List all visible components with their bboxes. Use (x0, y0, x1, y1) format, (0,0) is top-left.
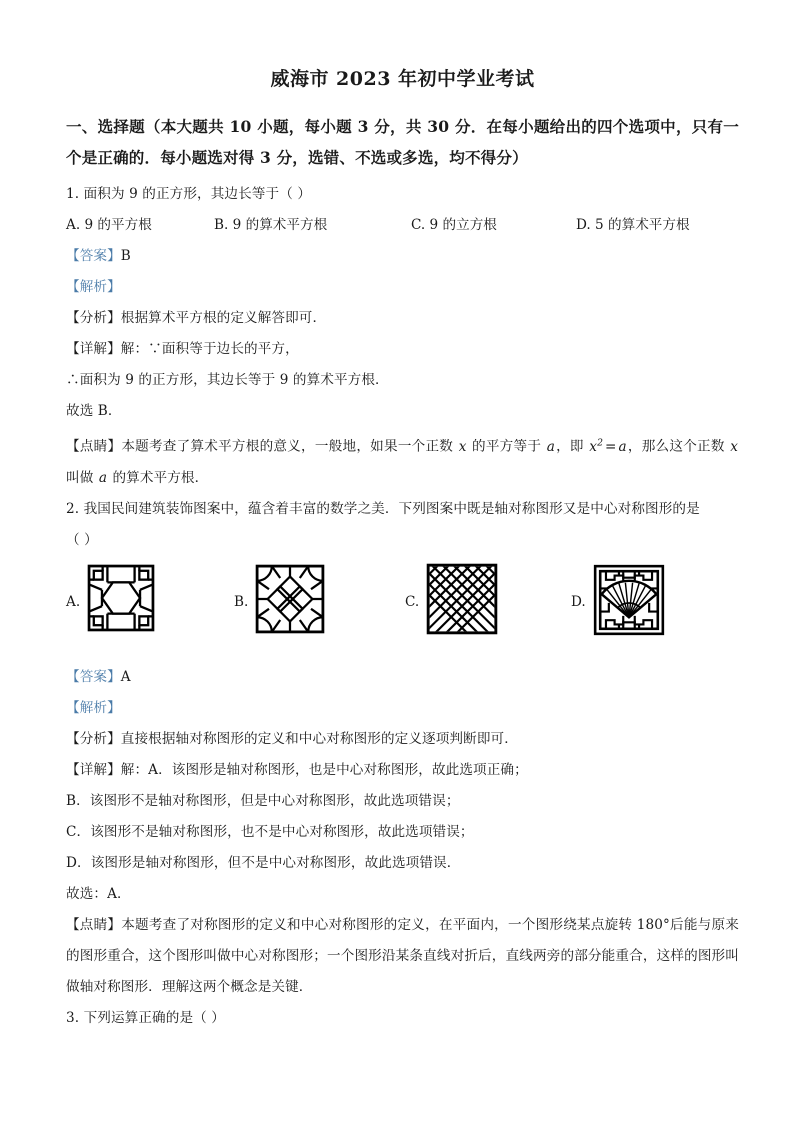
q1-option-b[interactable]: B. 9 的算术平方根 (214, 217, 328, 233)
q2-detail-conclusion: 故选：A． (66, 885, 131, 902)
analysis-header-label-2: 【解析】 (66, 699, 121, 716)
q1-stem: 1. 面积为 9 的正方形，其边长等于（ ） (66, 186, 312, 202)
q2-figure-a[interactable] (66, 562, 163, 642)
q2-figure-row (66, 562, 739, 658)
q1-answer-row (66, 241, 739, 272)
pattern-hexagon-in-square-lattice-icon (87, 562, 163, 642)
q1-detail-line1: 解：∵面积等于边长的平方， (120, 341, 299, 357)
math-formula-exponent: 2 (597, 437, 604, 448)
q1-highlight-part6: 的算术平方根． (108, 469, 209, 486)
q2-figure-c[interactable] (405, 562, 502, 642)
q2-detail-b: B．该图形不是轴对称图形，但是中心对称图形，故此选项错误； (66, 792, 460, 809)
q1-detail-line2: ∴面积为 9 的正方形，其边长等于 9 的算术平方根． (66, 372, 389, 388)
q2-figure-b-letter: B. (234, 593, 249, 610)
q2-highlight-row (66, 910, 739, 1003)
q2-answer-value: A (120, 668, 131, 685)
math-var-x: x (458, 438, 467, 455)
analysis-label: 【分析】 (66, 310, 121, 326)
math-formula-base: x (589, 438, 598, 455)
math-formula-equals: = (605, 438, 617, 455)
page-title: 威海市 2023 年初中学业考试 (270, 68, 535, 90)
q1-highlight-part1: 本题考查了算术平方根的意义，一般地，如果一个正数 (121, 438, 458, 455)
q2-stem: 2. 我国民间建筑装饰图案中，蕴含着丰富的数学之美．下列图案中既是轴对称图形又是中心对称图形的是 (66, 500, 700, 517)
q2-figure-d-letter: D. (571, 593, 586, 610)
q2-detail-d: D．该图形是轴对称图形，但不是中心对称图形，故此选项错误． (66, 854, 461, 871)
detail-label-2: 【详解】 (66, 761, 121, 778)
q2-detail-a: 解：A．该图形是轴对称图形，也是中心对称图形，故此选项正确； (120, 761, 528, 778)
pattern-interlocking-pinwheel-squares-icon (255, 562, 331, 642)
q2-highlight-text: 本题考查了对称图形的定义和中心对称图形的定义，在平面内，一个图形绕某点旋转 180°后能与原来的图形重合，这个图形叫做中心对称图形；一个图形沿某条直线对折后，直线两旁的部分能重合，这样的图形叫做轴对称图形．理解这两个概念是关键． (66, 916, 739, 995)
math-var-a: a (546, 438, 555, 455)
q2-figure-b[interactable] (234, 562, 331, 642)
q1-analysis-text: 根据算术平方根的定义解答即可． (120, 310, 327, 326)
q1-analysis-header (66, 272, 739, 303)
q2-stem-line2: （ ） (66, 531, 98, 548)
q2-analysis-row (66, 724, 739, 755)
q1-detail-row (66, 334, 739, 365)
math-formula-x-squared (588, 439, 604, 455)
detail-label: 【详解】 (66, 341, 121, 357)
q3-stem: 3. 下列运算正确的是（ ） (66, 1009, 225, 1026)
pattern-fan-over-greek-key-border-icon (593, 562, 669, 642)
q1-option-d[interactable]: D. 5 的算术平方根 (576, 217, 690, 233)
math-var-x-2: x (730, 438, 739, 455)
pattern-diagonal-basket-weave-icon (426, 562, 502, 642)
q1-highlight-row (66, 427, 739, 494)
q1-detail-line3: 故选 B． (66, 403, 122, 419)
q2-analysis-text: 直接根据轴对称图形的定义和中心对称图形的定义逐项判断即可． (120, 730, 518, 747)
q1-option-c[interactable]: C. 9 的立方根 (411, 217, 497, 233)
q1-answer-value: B (120, 248, 131, 264)
math-formula-a: a (618, 438, 627, 455)
section-heading: 一、选择题（本大题共 10 小题，每小题 3 分，共 30 分．在每小题给出的四个选项中，只有一个是正确的．每小题选对得 3 分，选错、不选或多选，均不得分） (66, 117, 739, 167)
analysis-label-2: 【分析】 (66, 730, 121, 747)
q2-answer-row (66, 662, 739, 693)
answer-label-2: 【答案】 (66, 668, 121, 685)
math-var-a-2: a (98, 469, 108, 486)
q1-analysis-row (66, 303, 739, 334)
q1-highlight-part3: ，即 (555, 438, 589, 455)
q1-option-a[interactable]: A. 9 的平方根 (66, 217, 152, 233)
q2-figure-c-letter: C. (405, 593, 420, 610)
q2-detail-c: C．该图形不是轴对称图形，也不是中心对称图形，故此选项错误； (66, 823, 474, 840)
answer-label: 【答案】 (66, 248, 121, 264)
q2-figure-a-letter: A. (66, 593, 81, 610)
q1-highlight-part4: ，那么这个正数 (627, 438, 730, 455)
q2-analysis-header (66, 693, 739, 724)
highlight-label: 【点睛】 (66, 438, 122, 455)
q1-highlight-part5: 叫做 (66, 469, 98, 486)
q1-options (66, 210, 739, 241)
q2-detail-row (66, 755, 739, 786)
q2-figure-d[interactable] (571, 562, 669, 642)
analysis-header-label: 【解析】 (66, 279, 121, 295)
q1-highlight-part2: 的平方等于 (467, 438, 546, 455)
highlight-label-2: 【点睛】 (66, 916, 122, 933)
